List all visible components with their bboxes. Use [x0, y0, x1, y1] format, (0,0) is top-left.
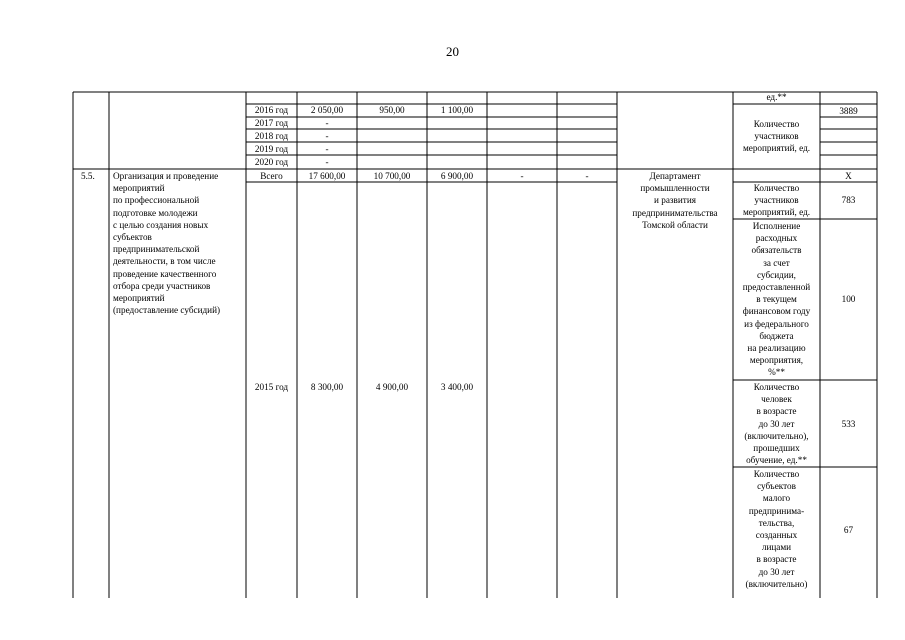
year-2015: 2015 год [254, 382, 289, 392]
year-2020: 2020 год [254, 157, 289, 167]
year-2016: 2016 год [254, 105, 289, 115]
total-row-local: - [520, 171, 524, 181]
item-title: Организация и проведение мероприятий по профессиональной подготовке молодежи с целью создания новых субъектов предпринимательской деятельности, в том числе проведение качественного отбора среди участников мероприятий (предоставление субсидий) [113, 171, 221, 316]
item-number: 5.5. [81, 171, 95, 181]
value-2016: 3889 [839, 106, 858, 116]
total-row-value: Х [845, 171, 852, 181]
total-row-label: Всего [260, 171, 283, 181]
total-row-total: 17 600,00 [308, 171, 346, 181]
year-2017: 2017 год [254, 118, 289, 128]
indicator-participants-top: Количество участников мероприятий, ед. [742, 119, 811, 154]
total-2018: - [325, 131, 329, 141]
page-number: 20 [446, 44, 459, 59]
indicator-trained-youth: Количество человек в возрасте до 30 лет (включительно), прошедших обучение, ед.** [744, 382, 809, 466]
indicator-participants: Количество участников мероприятий, ед. [742, 183, 811, 218]
total-row-other: - [585, 171, 589, 181]
federal-2016: 950,00 [379, 105, 405, 115]
total-2017: - [325, 118, 329, 128]
executor: Департамент промышленности и развития предпринимательства Томской области [632, 171, 718, 230]
unit-tail: ед.** [766, 92, 787, 102]
federal-2015: 4 900,00 [375, 382, 409, 392]
indicator-execution: Исполнение расходных обязательств за счет субсидии, предоставленной в текущем финансовом году из федерального бюджета на реализацию мероприятия, %** [742, 221, 811, 378]
year-2019: 2019 год [254, 144, 289, 154]
regional-2015: 3 400,00 [440, 382, 474, 392]
indicator-execution-value: 100 [841, 294, 856, 304]
indicator-new-businesses: Количество субъектов малого предпринима- тельства, созданных лицами в возрасте до 30 лет (включительно) [745, 469, 808, 589]
total-row-federal: 10 700,00 [373, 171, 411, 181]
total-2019: - [325, 144, 329, 154]
total-2020: - [325, 157, 329, 167]
indicator-new-businesses-value: 67 [843, 525, 854, 535]
total-2015: 8 300,00 [310, 382, 344, 392]
regional-2016: 1 100,00 [440, 105, 474, 115]
indicator-participants-value: 783 [841, 195, 856, 205]
year-2018: 2018 год [254, 131, 289, 141]
total-row-regional: 6 900,00 [440, 171, 474, 181]
indicator-trained-youth-value: 533 [841, 419, 856, 429]
total-2016: 2 050,00 [310, 105, 344, 115]
